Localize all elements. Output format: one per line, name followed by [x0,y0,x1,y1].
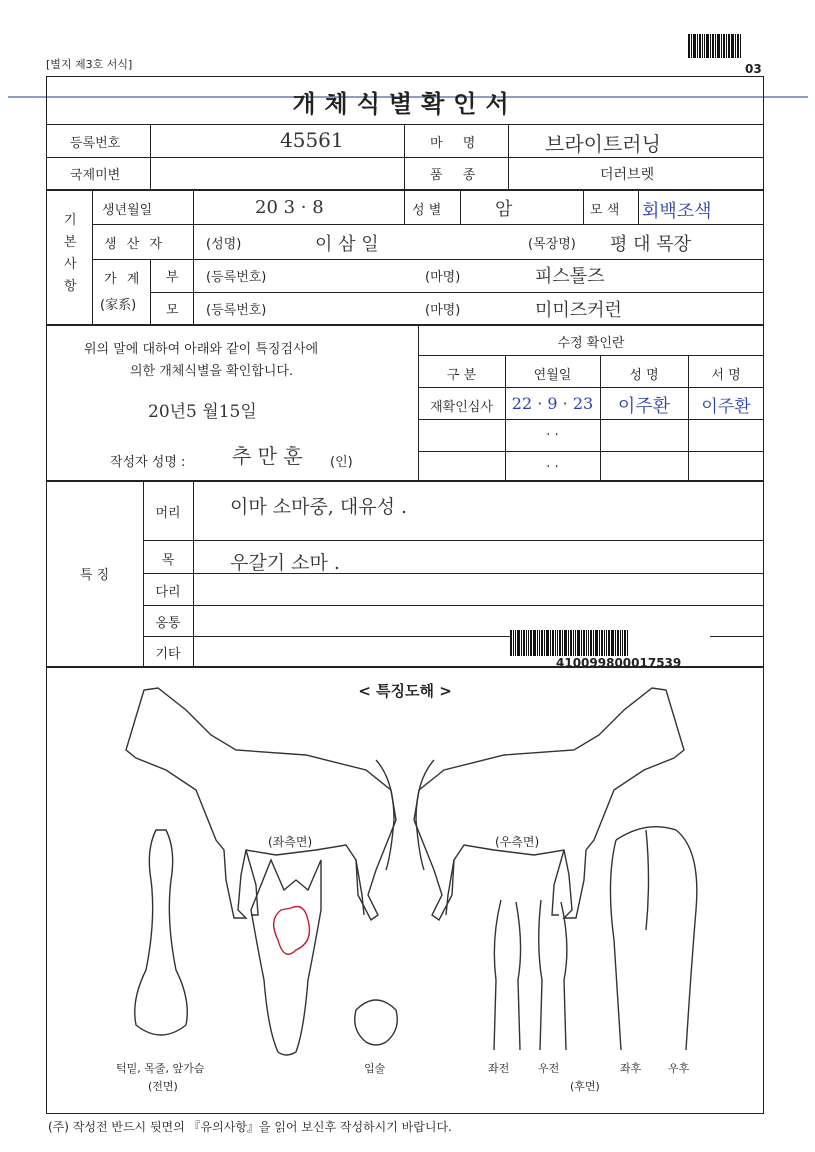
leg-caption-front-right: 우전 [538,1062,560,1075]
front-legs-drawing [494,900,567,1050]
revision-row1-type: 재확인심사 [430,400,493,415]
sire-label: 부 [166,270,179,285]
left-side-caption: (좌측면) [268,835,313,849]
revision-header-name: 성 명 [629,368,659,383]
lips-caption: 입술 [364,1062,386,1075]
color-value: 회백조색 [642,201,712,222]
breed-label: 품 종 [430,168,484,183]
feature-row-legs: 다리 [155,585,181,600]
rear-view-drawing [610,827,696,1050]
feature-row-body: 옹통 [155,616,181,631]
farm-paren: (목장명) [528,237,576,252]
author-signature: 추 만 훈 [232,444,303,468]
feature-row-head: 머리 [155,506,181,521]
leg-caption-rear-left: 좌후 [620,1062,642,1075]
revision-row3-date: · · [546,460,559,475]
confirm-text-1: 위의 말에 대하여 아래와 같이 특징검사에 [84,342,319,357]
front-label: (전면) [148,1080,178,1093]
dam-regno-paren: (등록번호) [206,303,267,318]
right-side-caption: (우측면) [495,835,540,849]
head-front-drawing [251,860,321,1055]
pedigree-label-hanja: (家系) [100,298,137,313]
sire-value: 피스톨즈 [535,266,605,287]
producer-name-paren: (성명) [206,237,242,252]
farm-value: 평 대 목장 [610,234,691,255]
feature-row-neck: 목 [161,553,175,568]
horse-name-label: 마 명 [430,136,484,151]
revision-header-type: 구 분 [446,368,477,383]
form-code: [별지 제3호 서식] [46,58,133,71]
top-barcode [688,34,762,58]
lips-drawing [355,1000,398,1045]
confirm-text-2: 의한 개체식별을 확인합니다. [130,364,294,379]
reg-no-label: 등록번호 [70,136,121,151]
confirm-date: 20년5 월15일 [148,402,257,422]
sex-label: 성 별 [412,203,442,218]
intl-label: 국제미변 [70,168,121,183]
birth-label: 생년월일 [102,203,153,218]
feature-head-value: 이마 소마중, 대유성 . [230,496,408,518]
barcode-number: 410099800017539 [556,656,682,670]
producer-value: 이 삼 일 [315,234,379,255]
basic-section-label: 기 본 사 항 [64,213,77,294]
dam-value: 미미즈커런 [535,300,622,321]
dam-label: 모 [166,303,179,318]
pedigree-label: 가 계 [104,272,143,287]
page-title: 개체식별확인서 [292,90,518,118]
seal-mark: (인) [330,455,353,470]
leg-caption-front-left: 좌전 [488,1062,510,1075]
features-label: 특 징 [79,568,110,583]
revision-row1-sign: 이주환 [701,397,751,417]
leg-caption-rear-right: 우후 [668,1062,690,1075]
sire-regno-paren: (등록번호) [206,270,267,285]
birth-value: 20 3 · 8 [255,197,324,218]
dam-name-paren: (마명) [425,303,461,318]
producer-label: 생 산 자 [104,237,165,252]
reg-no-value: 45561 [280,128,344,152]
color-label: 모 색 [590,203,620,218]
feature-row-other: 기타 [155,647,181,662]
right-side-horse-drawing [414,688,684,920]
author-label: 작성자 성명 : [110,455,186,470]
diagram-title: < 특징도해 > [358,682,452,700]
revision-row1-date: 22 · 9 · 23 [511,394,594,413]
revision-title: 수정 확인란 [557,336,625,351]
breed-value: 더러브렛 [600,167,655,183]
sire-name-paren: (마명) [425,270,461,285]
feature-neck-value: 우갈기 소마 . [230,552,340,574]
front-caption: 턱밑, 목줄, 앞가슴 [116,1062,205,1075]
form-barcode [510,630,710,656]
revision-row2-date: · · [546,428,559,443]
horse-diagram [46,680,764,1110]
revision-header-date: 연월일 [533,368,572,383]
footnote: (주) 작성전 반드시 뒷면의 『유의사항』을 읽어 보신후 작성하시기 바랍니다. [48,1120,452,1134]
revision-row1-name: 이주환 [617,396,671,417]
front-neck-drawing [135,830,188,1035]
horse-name-value: 브라이트러닝 [545,132,661,156]
rear-label: (후면) [570,1080,600,1093]
sex-value: 암 [495,199,513,220]
revision-header-sign: 서 명 [711,368,741,383]
page-number: 03 [745,62,762,76]
